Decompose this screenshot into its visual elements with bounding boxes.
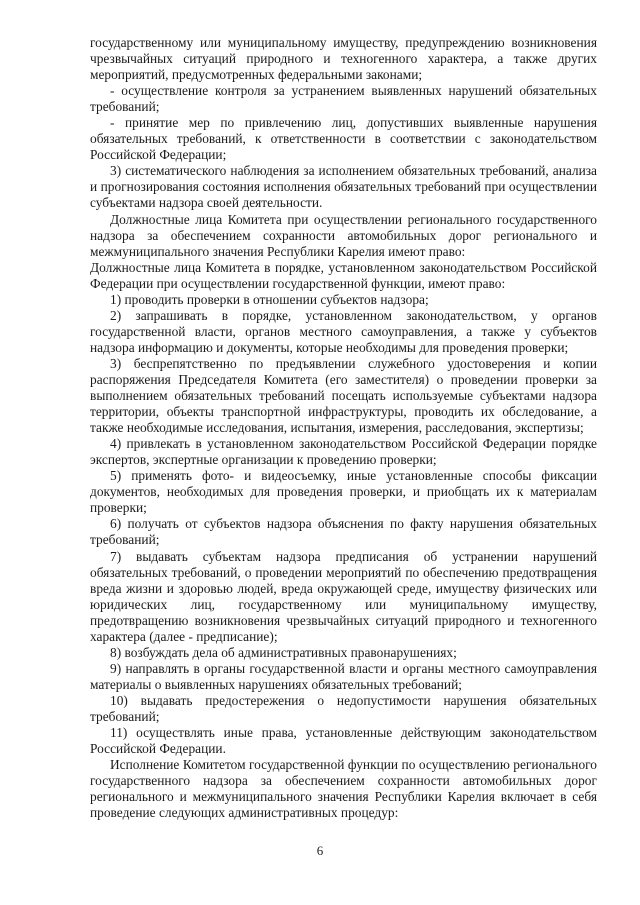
paragraph: Должностные лица Комитета при осуществлении регионального государственного надзора за обеспечением сохранности автомобильных дорог регионального и межмуниципального значения Республики Карелия имеют право: bbox=[90, 211, 597, 259]
paragraph: 8) возбуждать дела об административных правонарушениях; bbox=[110, 644, 457, 660]
paragraph: 4) привлекать в установленном законодательством Российской Федерации порядке экспертов, экспертные организации к проведению проверки; bbox=[90, 436, 597, 468]
paragraph: 3) систематического наблюдения за исполнением обязательных требований, анализа и прогнозирования состояния исполнения обязательных требований при осуществлении субъектами надзора своей деятельности. bbox=[90, 163, 597, 211]
paragraph: 3) беспрепятственно по предъявлении служебного удостоверения и копии распоряжения Председателя Комитета (его заместителя) о проведении проверки за выполнением обязательных требований посещать используемые субъектами надзора территории, объекты транспортной инфраструктуры, проводить их обследование, а также необходимые исследования, испытания, измерения, расследования, экспертизы; bbox=[90, 355, 597, 436]
page-number: 6 bbox=[316, 843, 324, 858]
document-body bbox=[90, 35, 597, 821]
paragraph: Исполнение Комитетом государственной функции по осуществлению регионального государственного надзора за обеспечением сохранности автомобильных дорог регионального и межмуниципального значения Республики Карелия включает в себя проведение следующих административных процедур: bbox=[90, 757, 597, 821]
paragraph: - принятие мер по привлечению лиц, допустивших выявленные нарушения обязательных требований, к ответственности в соответствии с законодательством Российской Федерации; bbox=[90, 115, 597, 163]
paragraph: 2) запрашивать в порядке, установленном законодательством, у органов государственной власти, органов местного самоуправления, а также у субъектов надзора информацию и документы, которые необходимы для проведения проверки; bbox=[90, 307, 597, 355]
paragraph: - осуществление контроля за устранением выявленных нарушений обязательных требований; bbox=[90, 83, 597, 115]
paragraph: государственному или муниципальному имуществу, предупреждению возникновения чрезвычайных ситуаций природного и техногенного характера, а также других мероприятий, предусмотренных федеральными законами; bbox=[90, 35, 597, 83]
paragraph: 9) направлять в органы государственной власти и органы местного самоуправления материалы о выявленных нарушениях обязательных требований; bbox=[90, 660, 597, 692]
paragraph: 7) выдавать субъектам надзора предписания об устранении нарушений обязательных требований, о проведении мероприятий по обеспечению предотвращения вреда жизни и здоровью людей, вреда окружающей среде, имуществу физических или юридических лиц, государственному или муниципальному имуществу, предотвращению возникновения чрезвычайных ситуаций природного и техногенного характера (далее - предписание); bbox=[90, 548, 597, 644]
paragraph: 1) проводить проверки в отношении субъектов надзора; bbox=[110, 291, 429, 307]
paragraph: Должностные лица Комитета в порядке, установленном законодательством Российской Федерации при осуществлении государственной функции, имеют право: bbox=[90, 259, 597, 291]
paragraph: 10) выдавать предостережения о недопустимости нарушения обязательных требований; bbox=[90, 692, 597, 724]
paragraph: 6) получать от субъектов надзора объяснения по факту нарушения обязательных требований; bbox=[90, 516, 597, 548]
paragraph: 11) осуществлять иные права, установленные действующим законодательством Российской Федерации. bbox=[90, 725, 597, 757]
paragraph: 5) применять фото- и видеосъемку, иные установленные способы фиксации документов, необходимых для проведения проверки, и приобщать их к материалам проверки; bbox=[90, 468, 597, 516]
